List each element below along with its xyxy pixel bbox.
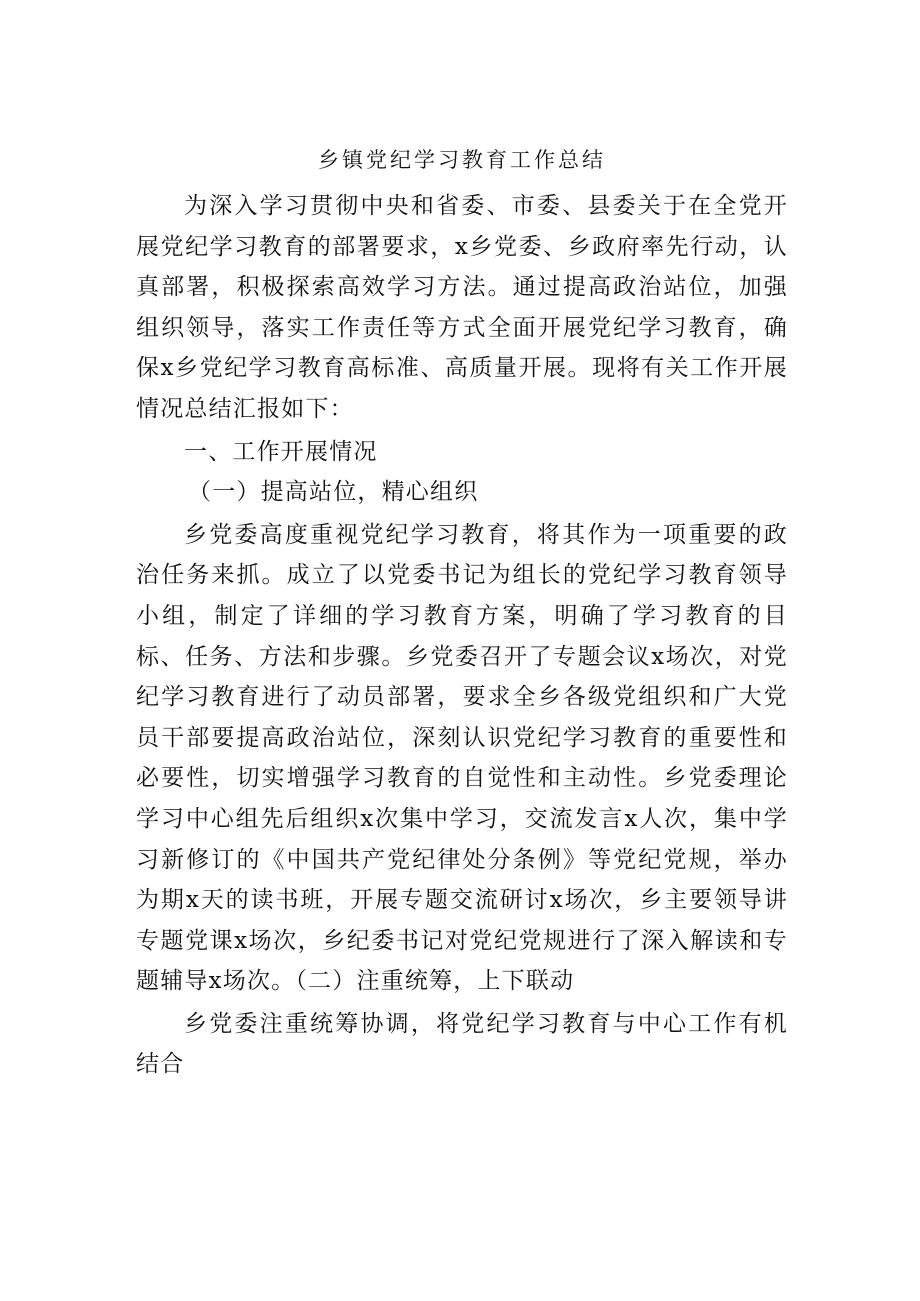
- subsection-heading-1-text: （一）提高站位，精心组织: [188, 479, 479, 506]
- subsection-heading-1: [136, 472, 788, 513]
- intro-paragraph: 为深入学习贯彻中央和省委、市委、县委关于在全党开展党纪学习教育的部署要求，x乡党委、乡政府率先行动，认真部署，积极探索高效学习方法。通过提高政治站位，加强组织领导，落实工作责任等方式全面开展党纪学习教育，确保x乡党纪学习教育高标准、高质量开展。现将有关工作开展情况总结汇报如下：: [136, 193, 788, 422]
- body-paragraph-1: [136, 515, 788, 1002]
- document-title: 乡镇党纪学习教育工作总结: [318, 148, 606, 172]
- subsection-heading-2: （二）注重统筹，上下联动: [295, 968, 575, 995]
- body-paragraph-1-text: 乡党委高度重视党纪学习教育，将其作为一项重要的政治任务来抓。成立了以党委书记为组长的党纪学习教育领导小组，制定了详细的学习教育方案，明确了学习教育的目标、任务、方法和步骤。乡党委召开了专题会议x场次，对党纪学习教育进行了动员部署，要求全乡各级党组织和广大党员干部要提高政治站位，深刻认识党纪学习教育的重要性和必要性，切实增强学习教育的自觉性和主动性。乡党委理论学习中心组先后组织x次集中学习，交流发言x人次，集中学习新修订的《中国共产党纪律处分条例》等党纪党规，举办为期x天的读书班，开展专题交流研讨x场次，乡主要领导讲专题党课x场次，乡纪委书记对党纪党规进行了深入解读和专题辅导x场次。: [136, 521, 788, 995]
- document-body: [136, 140, 788, 1085]
- section-heading-1: 一、工作开展情况: [184, 438, 378, 465]
- body-paragraph-2: 乡党委注重统筹协调，将党纪学习教育与中心工作有机结合: [136, 1010, 788, 1078]
